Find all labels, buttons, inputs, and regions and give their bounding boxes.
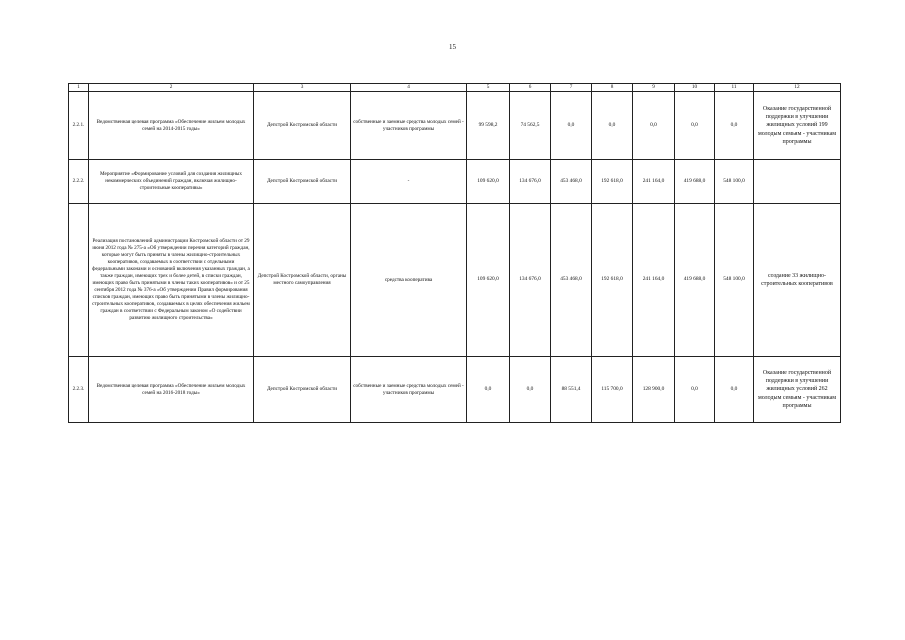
row-code: 2.2.1. <box>69 92 89 160</box>
row-value-10: 419 688,0 <box>675 204 715 357</box>
row-source: собственные и заемные средства молодых семей - участников программы <box>351 92 467 160</box>
row-code: 2.2.2. <box>69 160 89 204</box>
column-header: 4 <box>351 84 467 92</box>
row-executor: Депстрой Костромской области <box>254 92 351 160</box>
row-value-8: 192 618,0 <box>592 204 633 357</box>
header-row <box>69 84 841 92</box>
row-value-10: 419 688,0 <box>675 160 715 204</box>
program-table <box>68 83 841 423</box>
row-value-11: 548 100,0 <box>715 204 754 357</box>
column-header: 5 <box>467 84 510 92</box>
row-value-10: 0,0 <box>675 92 715 160</box>
row-name: Реализация постановлений администрации Костромской области от 29 июня 2012 года № 275-а «Об утверждении перечня категорий граждан, которые могут быть приняты в члены жилищно-строительных кооперативов, создаваемых в соответствии с отдельными федеральными законами и оснований включения указанных граждан, а также граждан, имеющих трех и более детей, в списки граждан, имеющих право быть принятыми в члены таких кооперативов» и от 25 сентября 2012 года № 376-а «Об утверждении Правил формирования списков граждан, имеющих право быть принятыми в члены жилищно-строительных кооперативов, создаваемых в целях обеспечения жильем граждан в соответствии с Федеральным законом «О содействии развитию жилищного строительства» <box>89 204 254 357</box>
row-value-9: 0,0 <box>633 92 675 160</box>
column-header: 11 <box>715 84 754 92</box>
row-value-7: 0,0 <box>551 92 592 160</box>
row-value-8: 0,0 <box>592 92 633 160</box>
row-value-6: 134 676,0 <box>510 204 551 357</box>
table-row <box>69 204 841 357</box>
row-value-7: 88 551,4 <box>551 357 592 423</box>
row-executor: Депстрой Костромской области <box>254 160 351 204</box>
column-header: 10 <box>675 84 715 92</box>
row-value-10: 0,0 <box>675 357 715 423</box>
row-result: Оказание государственной поддержки в улучшении жилищных условий 199 молодым семьям - участникам программы <box>754 92 841 160</box>
row-name: Ведомственная целевая программа «Обеспечение жильем молодых семей на 2016-2018 годы» <box>89 357 254 423</box>
row-value-8: 192 618,0 <box>592 160 633 204</box>
row-source: средства кооператива <box>351 204 467 357</box>
row-value-5: 99 598,2 <box>467 92 510 160</box>
row-source: - <box>351 160 467 204</box>
row-result: Оказание государственной поддержки в улучшении жилищных условий 262 молодым семьям - участникам программы <box>754 357 841 423</box>
table-row <box>69 160 841 204</box>
row-value-7: 453 468,0 <box>551 204 592 357</box>
row-executor: Депстрой Костромской области <box>254 357 351 423</box>
row-value-5: 109 620,0 <box>467 204 510 357</box>
row-value-6: 74 562,5 <box>510 92 551 160</box>
column-header: 12 <box>754 84 841 92</box>
table-row <box>69 92 841 160</box>
row-value-11: 0,0 <box>715 92 754 160</box>
row-source: собственные и заемные средства молодых семей - участников программы <box>351 357 467 423</box>
column-header: 1 <box>69 84 89 92</box>
row-name: Мероприятие «Формирование условий для создания жилищных некоммерческих объединений граждан, включая жилищно-строительные кооперативы» <box>89 160 254 204</box>
row-value-9: 241 164,0 <box>633 160 675 204</box>
column-header: 9 <box>633 84 675 92</box>
row-result: создание 33 жилищно-строительных кооперативов <box>754 204 841 357</box>
column-header: 3 <box>254 84 351 92</box>
row-result <box>754 160 841 204</box>
row-value-6: 0,0 <box>510 357 551 423</box>
row-value-5: 0,0 <box>467 357 510 423</box>
column-header: 7 <box>551 84 592 92</box>
row-value-9: 241 164,0 <box>633 204 675 357</box>
column-header: 2 <box>89 84 254 92</box>
row-value-5: 109 620,0 <box>467 160 510 204</box>
row-value-9: 128 900,0 <box>633 357 675 423</box>
row-code: 2.2.3. <box>69 357 89 423</box>
row-value-11: 0,0 <box>715 357 754 423</box>
table-row <box>69 357 841 423</box>
row-value-7: 453 468,0 <box>551 160 592 204</box>
row-value-8: 115 700,0 <box>592 357 633 423</box>
column-header: 6 <box>510 84 551 92</box>
row-value-11: 548 100,0 <box>715 160 754 204</box>
row-executor: Депстрой Костромской области, органы местного самоуправления <box>254 204 351 357</box>
row-name: Ведомственная целевая программа «Обеспечение жильем молодых семей на 2014-2015 годы» <box>89 92 254 160</box>
row-code <box>69 204 89 357</box>
column-header: 8 <box>592 84 633 92</box>
row-value-6: 134 676,0 <box>510 160 551 204</box>
page-number: 15 <box>449 43 456 51</box>
